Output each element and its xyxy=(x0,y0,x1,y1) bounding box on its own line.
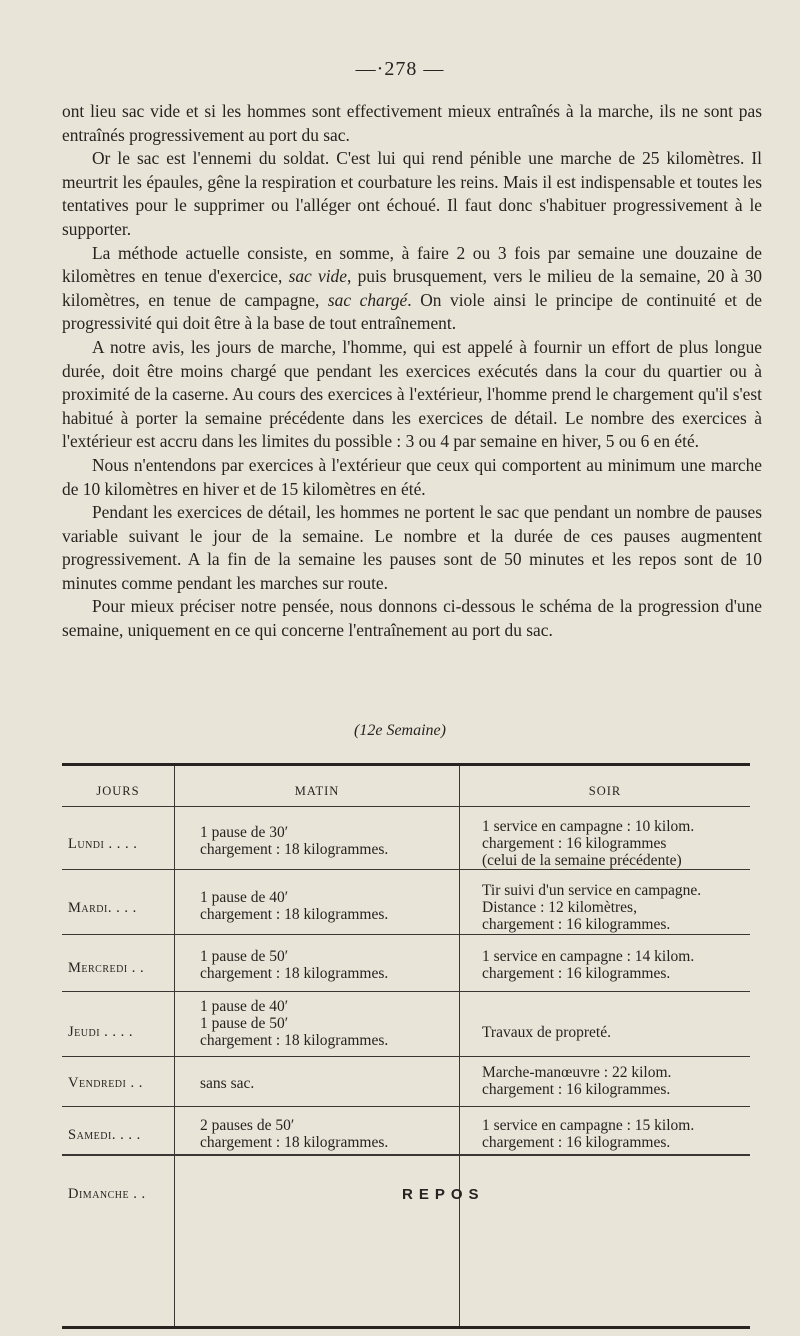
morning-mardi: 1 pause de 40′ chargement : 18 kilogrammes. xyxy=(200,889,389,923)
paragraph-1: ont lieu sac vide et si les hommes sont effectivement mieux entraînés à la marche, ils ne sont pas entraînés progressivement au port du sac. xyxy=(62,101,762,145)
paragraph-5: Nous n'entendons par exercices à l'extérieur que ceux qui comportent au minimum une marche de 10 kilomètres en hiver et de 15 kilomètres en été. xyxy=(62,454,762,499)
day-jeudi: Jeudi . . . . xyxy=(68,1024,134,1040)
paragraph-7: Pour mieux préciser notre pensée, nous donnons ci-dessous le schéma de la progression d'une semaine, uniquement en ce qui concerne l'entraînement au port du sac. xyxy=(62,596,762,641)
body-text xyxy=(62,100,762,643)
page-number: —·278 — xyxy=(355,58,445,80)
paragraph-6: Pendant les exercices de détail, les hommes ne portent le sac que pendant un nombre de pauses variable suivant le jour de la semaine. Le nombre et la durée de ces pauses augmentent progressivement. A la fin de la semaine les pauses sont de 50 minutes et les repos sont de 10 minutes comme pendant les marches sur route. xyxy=(62,502,762,593)
row-rule-1 xyxy=(62,869,750,870)
morning-mercredi: 1 pause de 50′ chargement : 18 kilogrammes. xyxy=(200,948,389,982)
header-rule xyxy=(62,806,750,807)
table-caption: (12e Semaine) xyxy=(354,722,446,739)
row-rule-6 xyxy=(62,1154,750,1156)
method-text-b: , puis brusquement, vers le milieu de la semaine, 20 à 30 kilomètres, en tenue de campagne, xyxy=(62,266,763,310)
row-rule-5 xyxy=(62,1106,750,1107)
day-dimanche: Dimanche . . xyxy=(68,1186,146,1202)
evening-jeudi: Travaux de propreté. xyxy=(482,1024,611,1041)
header-matin: MATIN xyxy=(294,784,340,798)
row-rule-2 xyxy=(62,934,750,935)
repos-label: REPOS xyxy=(402,1186,485,1203)
day-vendredi: Vendredi . . xyxy=(68,1075,143,1091)
header-soir: SOIR xyxy=(588,784,622,798)
paragraph-4: A notre avis, les jours de marche, l'homme, qui est appelé à fournir un effort de plus longue durée, doit être moins chargé que pendant les exercices exécutés dans la cour du quartier ou à proximité de la caserne. Au cours des exercices à l'extérieur, l'homme prend le chargement qu'il s'est habitué à porter la semaine précédente dans les exercices de détail. Le nombre des exercices à l'extérieur est accru dans les limites du possible : 3 ou 4 par semaine en hiver, 5 ou 6 en été. xyxy=(62,336,762,452)
column-divider-2 xyxy=(459,766,460,1326)
schedule-table xyxy=(62,763,750,1329)
morning-lundi: 1 pause de 30′ chargement : 18 kilogrammes. xyxy=(200,824,389,858)
morning-samedi: 2 pauses de 50′ chargement : 18 kilogrammes. xyxy=(200,1117,389,1151)
method-text-a: La méthode actuelle consiste, en somme, à faire 2 ou 3 fois par semaine une douzaine de kilomètres en tenue d'exercice, xyxy=(62,242,762,287)
evening-vendredi: Marche-manœuvre : 22 kilom. chargement : 16 kilogrammes. xyxy=(482,1064,672,1098)
row-rule-4 xyxy=(62,1056,750,1057)
method-italic-sac-charge: sac chargé xyxy=(327,289,408,310)
day-samedi: Samedi. . . . xyxy=(68,1127,141,1143)
method-text-c: . On viole ainsi le principe de continuité et de progressivité qui doit être à la base de tout entraînement. xyxy=(62,289,762,334)
paragraph-2: Or le sac est l'ennemi du soldat. C'est lui qui rend pénible une marche de 25 kilomètres. Il meurtrit les épaules, gêne la respiration et courbature les reins. Mais il est indispensable et toutes les tentatives pour le supprimer ou l'alléger ont échoué. Il faut donc s'habituer progressivement à le supporter. xyxy=(62,148,762,239)
day-mercredi: Mercredi . . xyxy=(68,960,145,976)
day-lundi: Lundi . . . . xyxy=(68,836,138,852)
paragraph-3 xyxy=(62,242,762,336)
evening-mardi: Tir suivi d'un service en campagne. Distance : 12 kilomètres, chargement : 16 kilogrammes. xyxy=(482,882,702,933)
column-divider-1 xyxy=(174,766,175,1326)
morning-jeudi: 1 pause de 40′ 1 pause de 50′ chargement : 18 kilogrammes. xyxy=(200,998,389,1049)
evening-samedi: 1 service en campagne : 15 kilom. chargement : 16 kilogrammes. xyxy=(482,1117,695,1151)
evening-lundi: 1 service en campagne : 10 kilom. chargement : 16 kilogrammes (celui de la semaine précédente) xyxy=(482,818,695,869)
evening-mercredi: 1 service en campagne : 14 kilom. chargement : 16 kilogrammes. xyxy=(482,948,695,982)
day-mardi: Mardi. . . . xyxy=(68,900,137,916)
morning-vendredi: sans sac. xyxy=(200,1075,255,1092)
method-italic-sac-vide: sac vide xyxy=(288,266,347,287)
header-jours: JOURS xyxy=(96,784,140,798)
row-rule-3 xyxy=(62,991,750,992)
